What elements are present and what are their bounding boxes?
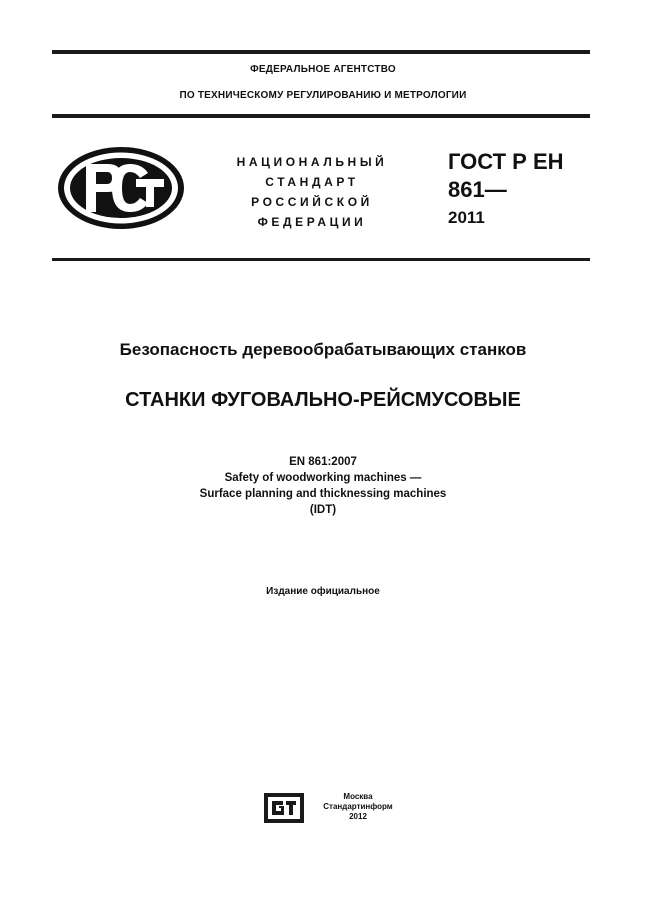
designation-line-3: РОССИЙСКОЙ — [251, 195, 373, 209]
publisher-year: 2012 — [349, 812, 367, 821]
designation-line-1: НАЦИОНАЛЬНЫЙ — [236, 155, 388, 169]
publisher-city: Москва — [343, 792, 373, 801]
general-title: Безопасность деревообрабатывающих станков — [119, 340, 527, 359]
masthead-bottom-rule — [52, 258, 590, 261]
edition-note: Издание официальное — [266, 586, 380, 597]
standartinform-logo-icon — [264, 793, 304, 828]
header-rule — [52, 114, 590, 118]
publisher-name: Стандартинформ — [323, 802, 393, 811]
standard-code-line-2: 861— — [448, 177, 507, 202]
reference-title-line-1: Safety of woodworking machines — — [224, 472, 422, 484]
national-standard-designation — [218, 152, 406, 232]
rst-logo-icon — [56, 145, 186, 236]
agency-line-1: ФЕДЕРАЛЬНОЕ АГЕНТСТВО — [250, 64, 396, 75]
standard-year: 2011 — [448, 208, 485, 227]
specific-title: СТАНКИ ФУГОВАЛЬНО-РЕЙСМУСОВЫЕ — [125, 389, 521, 411]
standard-code — [448, 148, 564, 232]
top-rule — [52, 50, 590, 54]
reference-code: EN 861:2007 — [289, 456, 357, 468]
reference-equivalence: (IDT) — [309, 504, 337, 516]
agency-line-2: ПО ТЕХНИЧЕСКОМУ РЕГУЛИРОВАНИЮ И МЕТРОЛОГИИ — [179, 90, 467, 101]
designation-line-2: СТАНДАРТ — [265, 175, 359, 189]
reference-title-line-2: Surface planning and thicknessing machines — [199, 488, 447, 500]
publisher-imprint — [312, 792, 404, 822]
standard-code-line-1: ГОСТ Р ЕН — [448, 149, 564, 174]
designation-line-4: ФЕДЕРАЦИИ — [257, 215, 367, 229]
